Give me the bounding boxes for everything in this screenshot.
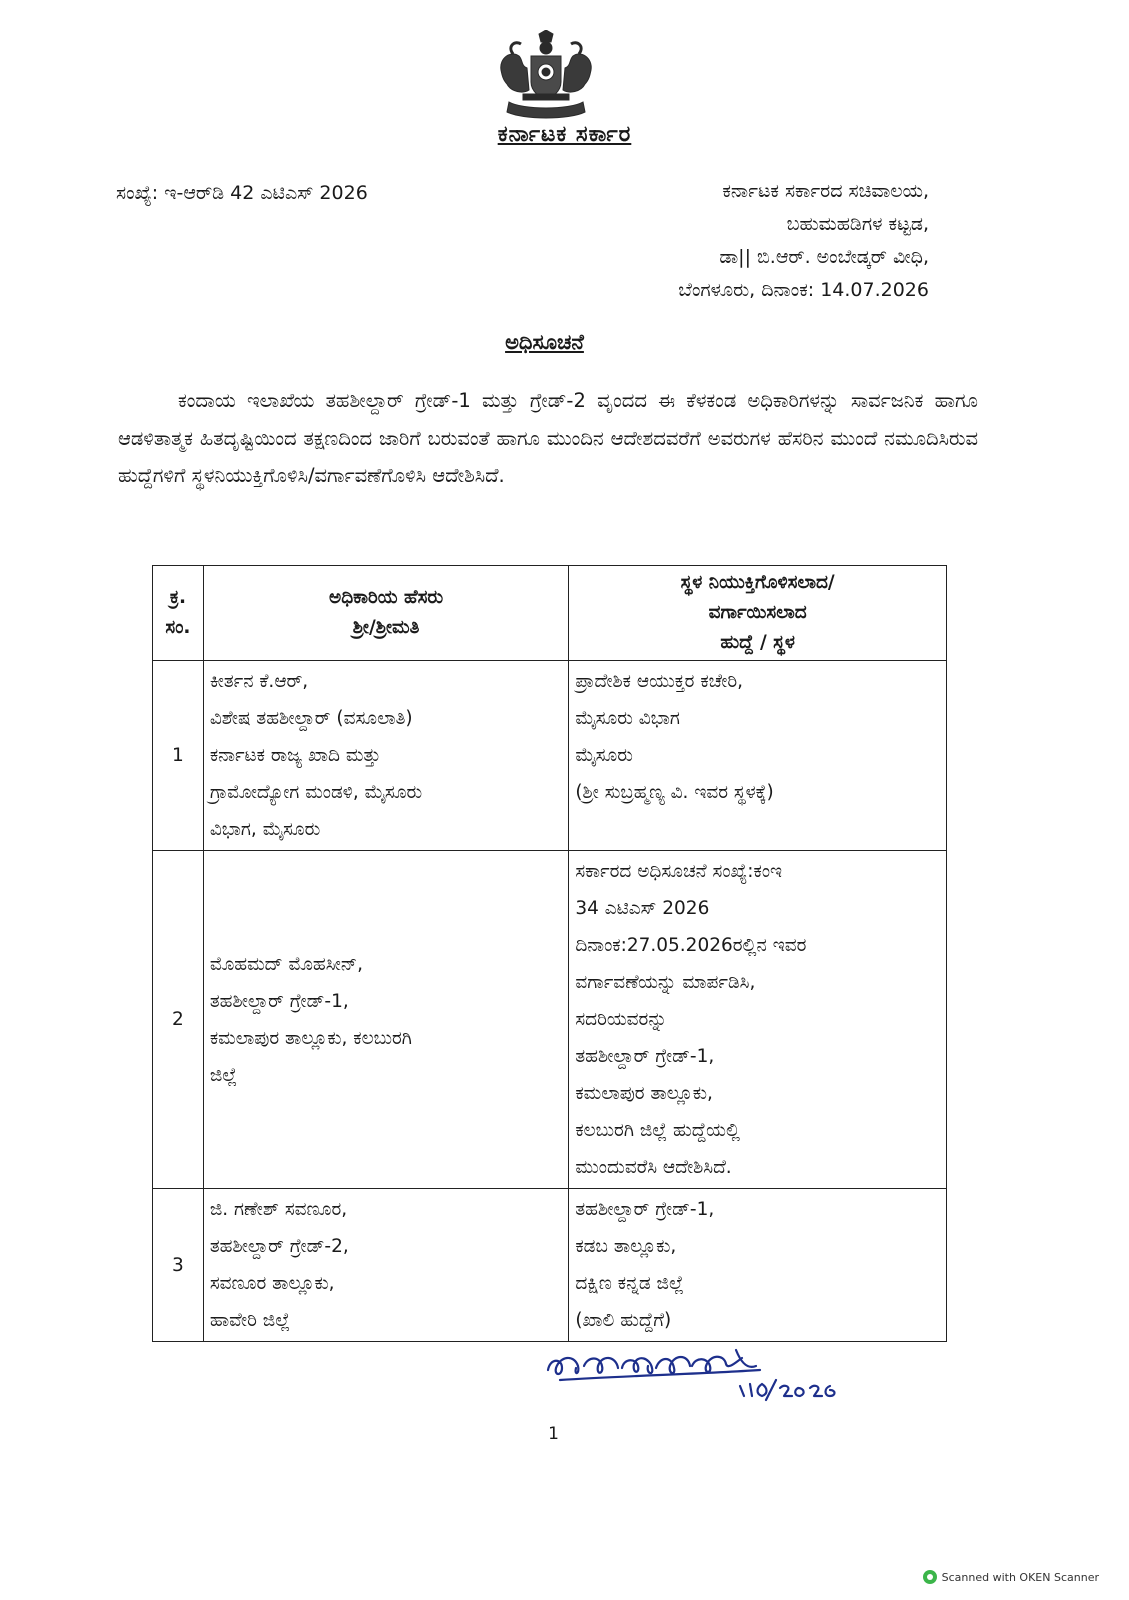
cell-line: ಮುಂದುವರೆಸಿ ಆದೇಶಿಸಿದೆ. (575, 1157, 732, 1178)
table-header-row (153, 566, 947, 661)
row-posting-place (569, 661, 947, 851)
cell-line: ಸವಣೂರ ತಾಲ್ಲೂಕು, (209, 1273, 335, 1294)
row-officer-name (203, 1189, 568, 1342)
cell-line: ದಿನಾಂಕ:27.05.2026ರಲ್ಲಿನ ಇವರ (575, 935, 807, 956)
oken-scanner-logo-icon (923, 1570, 937, 1584)
cell-line: ಮೈಸೂರು ವಿಭಾಗ (575, 708, 680, 729)
cell-line: ಜಿ. ಗಣೇಶ್ ಸವಣೂರ, (209, 1199, 348, 1220)
cell-line: ವಿಭಾಗ, ಮೈಸೂರು (209, 819, 321, 840)
cell-line: (ಖಾಲಿ ಹುದ್ದೆಗೆ) (575, 1310, 672, 1331)
karnataka-emblem-icon (493, 30, 599, 122)
government-title: ಕರ್ನಾಟಕ ಸರ್ಕಾರ (497, 122, 632, 147)
header-line: ಸಂ. (165, 617, 191, 638)
cell-line: ಕಮಲಾಪುರ ತಾಲ್ಲೂಕು, (575, 1083, 713, 1104)
page-number: 1 (548, 1424, 559, 1444)
cell-line: ಸದರಿಯವರನ್ನು (575, 1009, 667, 1030)
header-line: ಕ್ರ. (169, 587, 186, 608)
header-serial (153, 566, 204, 661)
cell-line: ಕಲಬುರಗಿ ಜಿಲ್ಲೆ ಹುದ್ದೆಯಲ್ಲಿ (575, 1120, 740, 1141)
address-line: ಡಾ|| ಬಿ.ಆರ್. ಅಂಬೇಡ್ಕರ್ ವೀಧಿ, (719, 246, 929, 268)
header-line: ಸ್ಥಳ ನಿಯುಕ್ತಿಗೊಳಿಸಲಾದ/ (680, 572, 835, 593)
cell-line: ದಕ್ಷಿಣ ಕನ್ನಡ ಜಿಲ್ಲೆ (575, 1273, 684, 1294)
table-row (153, 1189, 947, 1342)
row-officer-name (203, 851, 568, 1189)
cell-line: (ಶ್ರೀ ಸುಬ್ರಹ್ಮಣ್ಯ ವಿ. ಇವರ ಸ್ಥಳಕ್ಕೆ) (575, 782, 774, 803)
cell-line: ಸರ್ಕಾರದ ಅಧಿಸೂಚನೆ ಸಂಖ್ಯೆ:ಕಂಇ (575, 861, 783, 882)
cell-line: ಕರ್ನಾಟಕ ರಾಜ್ಯ ಖಾದಿ ಮತ್ತು (209, 745, 381, 766)
header-officer-name (203, 566, 568, 661)
table-row (153, 661, 947, 851)
cell-line: ಗ್ರಾಮೋದ್ಯೋಗ ಮಂಡಳಿ, ಮೈಸೂರು (209, 782, 423, 803)
row-posting-place (569, 851, 947, 1189)
cell-line: ತಹಶೀಲ್ದಾರ್ ಗ್ರೇಡ್-2, (209, 1236, 349, 1257)
header-line: ಶ್ರೀ/ಶ್ರೀಮತಿ (352, 617, 420, 638)
header-line: ಅಧಿಕಾರಿಯ ಹೆಸರು (329, 587, 444, 608)
address-line: ಬಹುಮಹಡಿಗಳ ಕಟ್ಟಡ, (786, 213, 929, 235)
address-line: ಕರ್ನಾಟಕ ಸರ್ಕಾರದ ಸಚಿವಾಲಯ, (722, 180, 929, 202)
cell-line: ಕಮಲಾಪುರ ತಾಲ್ಲೂಕು, ಕಲಬುರಗಿ (209, 1027, 412, 1049)
cell-line: ವರ್ಗಾವಣೆಯನ್ನು ಮಾರ್ಪಡಿಸಿ, (575, 972, 756, 993)
officer-signature (540, 1340, 880, 1410)
row-posting-place (569, 1189, 947, 1342)
header-line: ಹುದ್ದೆ / ಸ್ಥಳ (720, 632, 795, 653)
header-line: ವರ್ಗಾಯಿಸಲಾದ (708, 602, 807, 623)
cell-line: ತಹಶೀಲ್ದಾರ್ ಗ್ರೇಡ್-1, (575, 1046, 715, 1067)
row-serial: 3 (153, 1189, 204, 1342)
cell-line: 34 ಎಟಿಎಸ್ 2026 (575, 898, 710, 919)
cell-line: ಕೀರ್ತನ ಕೆ.ಆರ್, (209, 671, 309, 692)
row-serial: 2 (153, 851, 204, 1189)
reference-number: ಸಂಖ್ಯೆ: ಇ-ಆರ್‌ಡಿ 42 ಎಟಿಎಸ್ 2026 (116, 182, 368, 204)
scanner-watermark (923, 1570, 1099, 1584)
cell-line: ಮೈಸೂರು (575, 745, 633, 766)
cell-line: ಮೊಹಮದ್ ಮೊಹಸೀನ್, (209, 953, 364, 975)
cell-line: ವಿಶೇಷ ತಹಶೀಲ್ದಾರ್ (ವಸೂಲಾತಿ) (209, 708, 413, 729)
cell-line: ಪ್ರಾದೇಶಿಕ ಆಯುಕ್ತರ ಕಚೇರಿ, (575, 671, 744, 692)
row-officer-name (203, 661, 568, 851)
cell-line: ಹಾವೇರಿ ಜಿಲ್ಲೆ (209, 1310, 291, 1331)
posting-table (152, 565, 947, 1342)
cell-line: ಕಡಬ ತಾಲ್ಲೂಕು, (575, 1236, 677, 1257)
cell-line: ತಹಶೀಲ್ದಾರ್ ಗ್ರೇಡ್-1, (209, 990, 349, 1012)
scanner-watermark-text: Scanned with OKEN Scanner (941, 1570, 1099, 1584)
notification-body: ಕಂದಾಯ ಇಲಾಖೆಯ ತಹಶೀಲ್ದಾರ್ ಗ್ರೇಡ್-1 ಮತ್ತು ಗ್ರೇಡ್-2 ವೃಂದದ ಈ ಕೆಳಕಂಡ ಅಧಿಕಾರಿಗಳನ್ನು ಸಾರ್ವಜನಿಕ ಹಾಗೂ ಆಡಳಿತಾತ್ಮಕ ಹಿತದೃಷ್ಟಿಯಿಂದ ತಕ್ಷಣದಿಂದ ಜಾರಿಗೆ ಬರುವಂತೆ ಹಾಗೂ ಮುಂದಿನ ಆದೇಶದವರೆಗೆ ಅವರುಗಳ ಹೆಸರಿನ ಮುಂದೆ ನಮೂದಿಸಿರುವ ಹುದ್ದೆಗಳಿಗೆ ಸ್ಥಳನಿಯುಕ್ತಿಗೊಳಿಸಿ/ವರ್ಗಾವಣೆಗೊಳಿಸಿ ಆದೇಶಿಸಿದೆ. (118, 389, 978, 487)
cell-line: ತಹಶೀಲ್ದಾರ್ ಗ್ರೇಡ್-1, (575, 1199, 715, 1220)
office-address (678, 175, 929, 307)
notification-title: ಅಧಿಸೂಚನೆ (505, 330, 584, 354)
table-row (153, 851, 947, 1189)
cell-line: ಜಿಲ್ಲೆ (209, 1064, 238, 1086)
row-serial: 1 (153, 661, 204, 851)
header-posting-place (569, 566, 947, 661)
address-date-line: ಬೆಂಗಳೂರು, ದಿನಾಂಕ: 14.07.2026 (678, 279, 929, 301)
